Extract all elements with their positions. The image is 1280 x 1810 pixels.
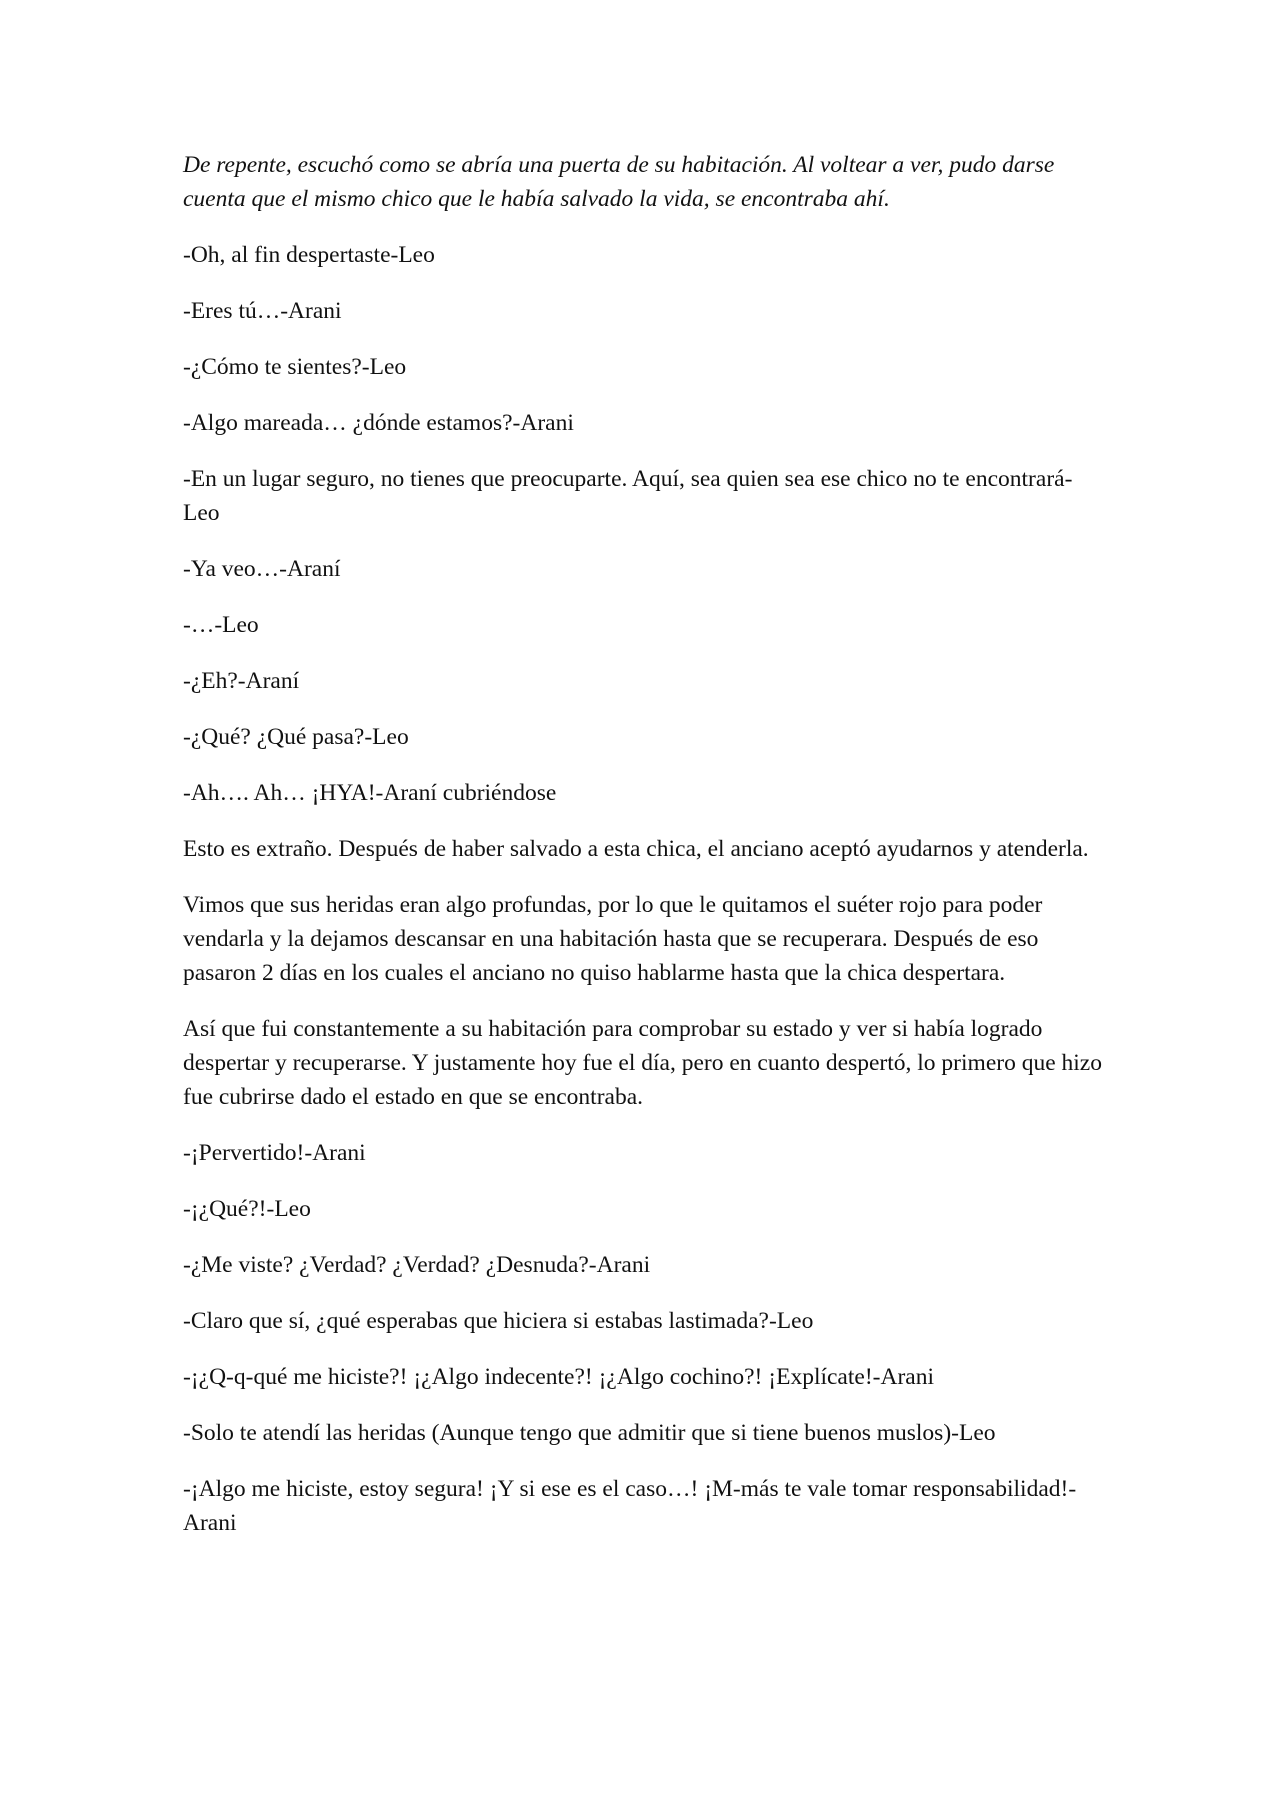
dialogue-line: -Eres tú…-Arani [183, 298, 342, 324]
dialogue-line: -…-Leo [183, 612, 259, 638]
dialogue-line: -Ya veo…-Araní [183, 556, 341, 582]
narration-paragraph: Vimos que sus heridas eran algo profundas, por lo que le quitamos el suéter rojo para poder vendarla y la dejamos descansar en una habitación hasta que se recuperara. Después de eso pasaron 2 días en los cuales el anciano no quiso hablarme hasta que la chica despertara. [183, 892, 1043, 986]
narration-paragraph: Así que fui constantemente a su habitación para comprobar su estado y ver si había logrado despertar y recuperarse. Y justamente hoy fue el día, pero en cuanto despertó, lo primero que hizo fue cubrirse dado el estado en que se encontraba. [183, 1016, 1102, 1110]
document-page [183, 148, 1108, 1562]
dialogue-line: -¿Me viste? ¿Verdad? ¿Verdad? ¿Desnuda?-Arani [183, 1252, 651, 1278]
dialogue-line: -Ah…. Ah… ¡HYA!-Araní cubriéndose [183, 780, 557, 806]
dialogue-line: -¡Pervertido!-Arani [183, 1140, 366, 1166]
narration-paragraph: Esto es extraño. Después de haber salvado a esta chica, el anciano aceptó ayudarnos y atenderla. [183, 836, 1089, 862]
dialogue-line: -¡¿Qué?!-Leo [183, 1196, 311, 1222]
dialogue-line: -Claro que sí, ¿qué esperabas que hiciera si estabas lastimada?-Leo [183, 1308, 814, 1334]
dialogue-line: -¿Eh?-Araní [183, 668, 300, 694]
dialogue-line: -¿Qué? ¿Qué pasa?-Leo [183, 724, 409, 750]
narration-paragraph: De repente, escuchó como se abría una puerta de su habitación. Al voltear a ver, pudo darse cuenta que el mismo chico que le había salvado la vida, se encontraba ahí. [183, 152, 1055, 212]
dialogue-line: -¿Cómo te sientes?-Leo [183, 354, 407, 380]
dialogue-line: -En un lugar seguro, no tienes que preocuparte. Aquí, sea quien sea ese chico no te encontrará-Leo [183, 466, 1073, 526]
dialogue-line: -¡Algo me hiciste, estoy segura! ¡Y si ese es el caso…! ¡M-más te vale tomar responsabilidad!-Arani [183, 1476, 1077, 1536]
dialogue-line: -Oh, al fin despertaste-Leo [183, 242, 435, 268]
dialogue-line: -¡¿Q-q-qué me hiciste?! ¡¿Algo indecente?! ¡¿Algo cochino?! ¡Explícate!-Arani [183, 1364, 934, 1390]
dialogue-line: -Algo mareada… ¿dónde estamos?-Arani [183, 410, 574, 436]
dialogue-line: -Solo te atendí las heridas (Aunque tengo que admitir que si tiene buenos muslos)-Leo [183, 1420, 996, 1446]
